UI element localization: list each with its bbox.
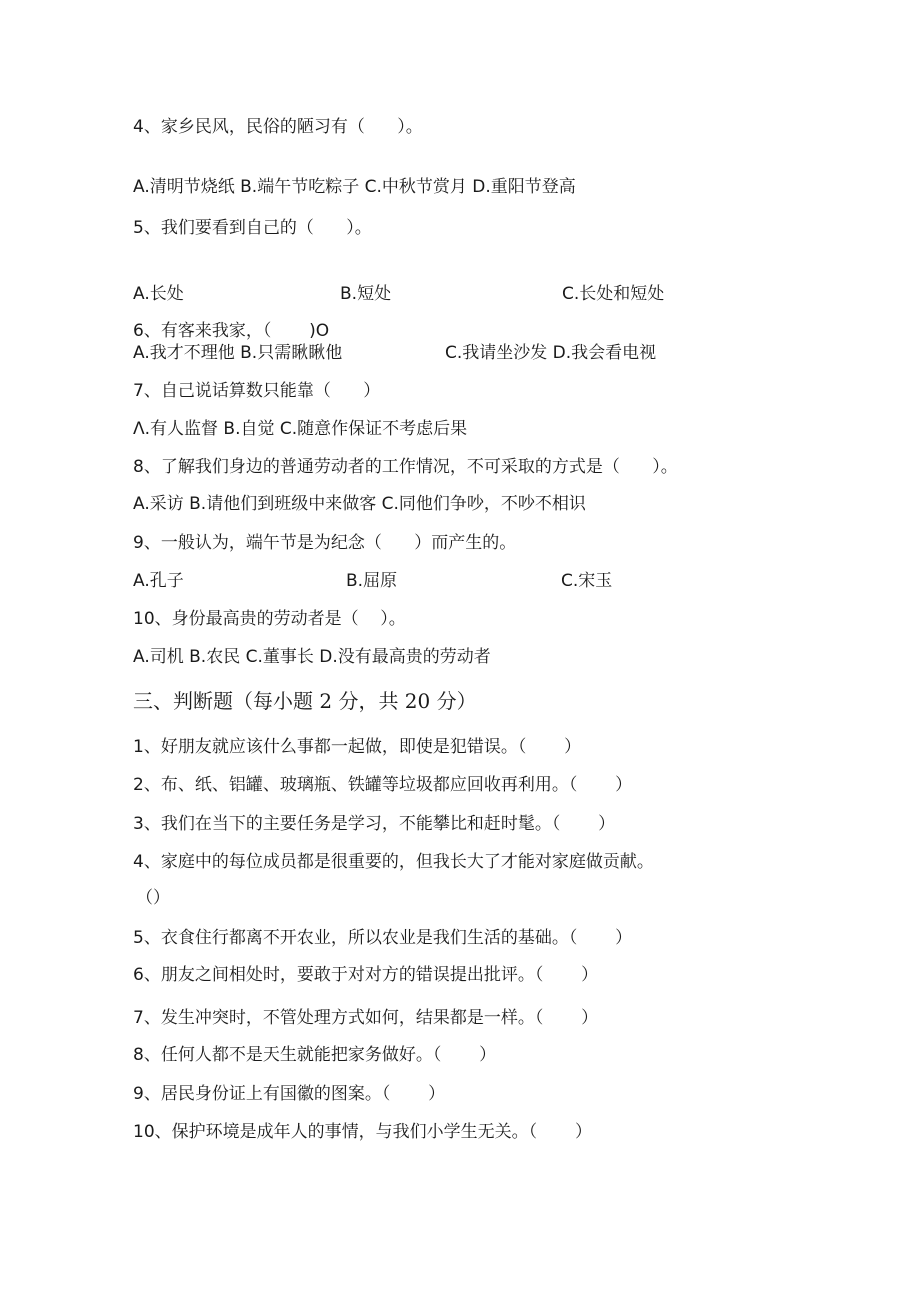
judge-item-6: 6、朋友之间相处时，要敢于对对方的错误提出批评。（ ） <box>133 965 599 985</box>
question-9-option-c: C.宋玉 <box>561 571 613 591</box>
question-10: 10、身份最高贵的劳动者是（ ）。 <box>133 609 406 629</box>
question-10-options: A.司机 B.农民 C.董事长 D.没有最高贵的劳动者 <box>133 647 491 667</box>
judge-item-9: 9、居民身份证上有国徽的图案。（ ） <box>133 1084 446 1104</box>
judge-item-7: 7、发生冲突时，不管处理方式如何，结果都是一样。（ ） <box>133 1008 599 1028</box>
question-7-options: Λ.有人监督 B.自觉 C.随意作保证不考虑后果 <box>133 419 468 439</box>
question-6-options-ab: A.我才不理他 B.只需瞅瞅他 <box>133 343 343 363</box>
judge-item-4-paren: （） <box>136 888 170 908</box>
question-5-option-a: A.长处 <box>133 284 184 304</box>
judge-item-5: 5、衣食住行都离不开农业，所以农业是我们生活的基础。（ ） <box>133 928 633 948</box>
question-6-options-cd: C.我请坐沙发 D.我会看电视 <box>445 343 657 363</box>
question-5-option-c: C.长处和短处 <box>562 284 665 304</box>
judge-item-2: 2、布、纸、铝罐、玻璃瓶、铁罐等垃圾都应回收再利用。（ ） <box>133 775 633 795</box>
question-9-option-b: B.屈原 <box>346 571 398 591</box>
judge-item-10: 10、保护环境是成年人的事情，与我们小学生无关。（ ） <box>133 1122 592 1142</box>
section-heading: 三、判断题（每小题 2 分，共 20 分） <box>133 689 477 713</box>
question-8-options: A.采访 B.请他们到班级中来做客 C.同他们争吵，不吵不相识 <box>133 494 586 514</box>
judge-item-4: 4、家庭中的每位成员都是很重要的，但我长大了才能对家庭做贡献。 <box>133 852 654 872</box>
question-5: 5、我们要看到自己的（ ）。 <box>133 218 372 238</box>
judge-item-8: 8、任何人都不是天生就能把家务做好。（ ） <box>133 1045 497 1065</box>
question-4: 4、家乡民风，民俗的陋习有（ ）。 <box>133 117 423 137</box>
question-4-options: A.清明节烧纸 B.端午节吃粽子 C.中秋节赏月 D.重阳节登高 <box>133 177 576 197</box>
question-6: 6、有客来我家，（ )O <box>133 321 330 341</box>
question-9-option-a: A.孔子 <box>133 571 184 591</box>
question-8: 8、了解我们身边的普通劳动者的工作情况，不可采取的方式是（ ）。 <box>133 457 678 477</box>
question-5-option-b: B.短处 <box>340 284 392 304</box>
judge-item-1: 1、好朋友就应该什么事都一起做，即使是犯错误。（ ） <box>133 737 582 757</box>
judge-item-3: 3、我们在当下的主要任务是学习，不能攀比和赶时髦。（ ） <box>133 814 616 834</box>
question-9: 9、一般认为，端午节是为纪念（ ）而产生的。 <box>133 533 517 553</box>
question-7: 7、自己说话算数只能靠（ ） <box>133 381 381 401</box>
